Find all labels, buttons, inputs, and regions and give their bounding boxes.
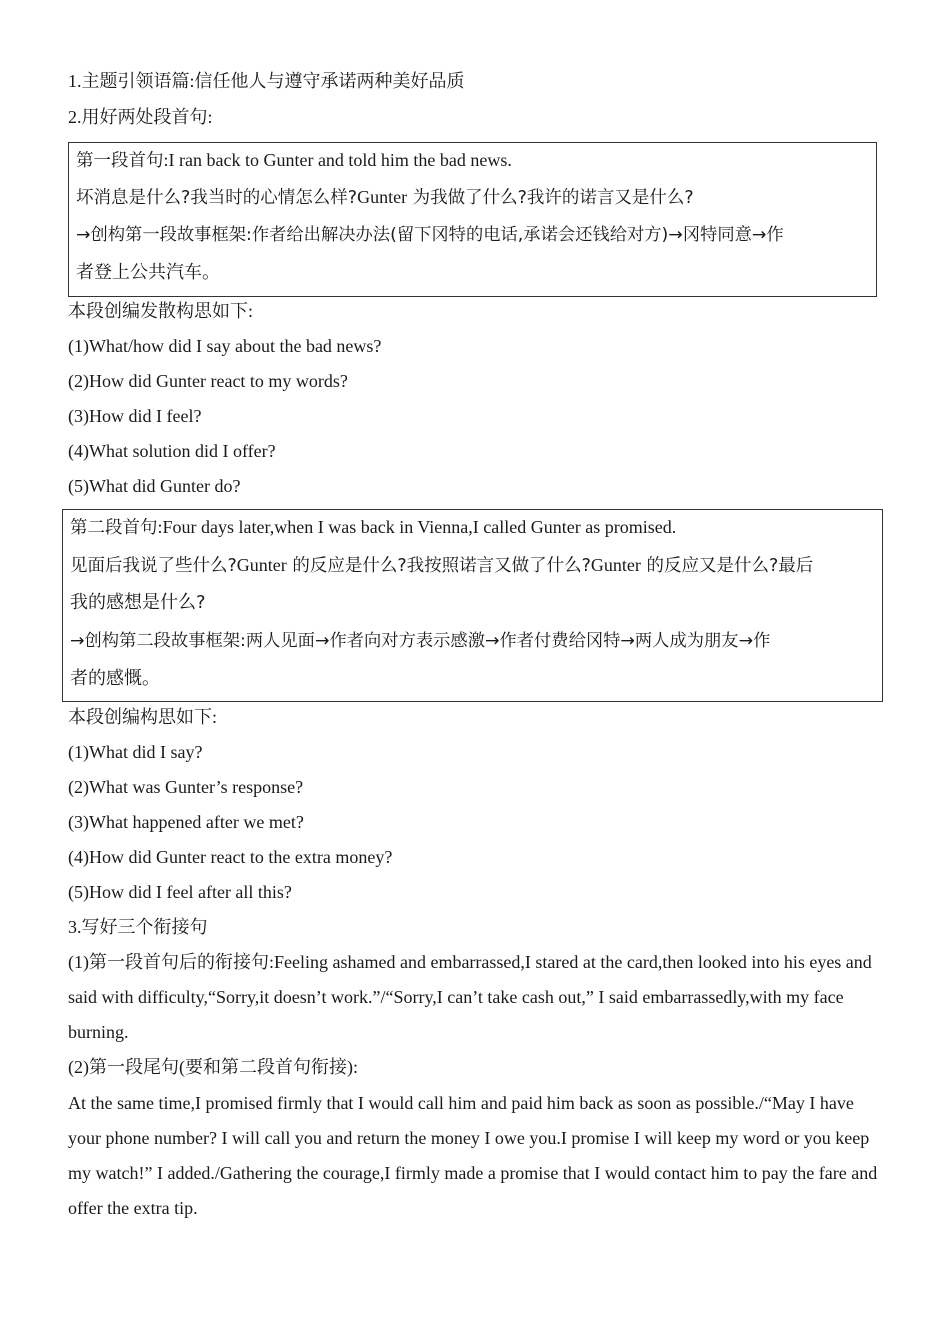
box2-question-c: 的反应又是什么?最后: [640, 556, 814, 576]
box2-label: 第二段首句: [70, 518, 158, 538]
item1-text: :Feeling ashamed and embarrassed,I stared at the card,then looked into his eyes and said with difficulty,“Sorry,it doesn’t work.”/“Sorry,I can’t take cash out,” I said embarrassedly,with my face burning.: [68, 952, 872, 1042]
item2-label: (2)第一段尾句(要和第二段首句衔接):: [68, 1057, 358, 1077]
paragraph2-opening-box: [62, 509, 883, 702]
transition-item-1: [68, 945, 883, 1050]
section1-question: (4)What solution did I offer?: [68, 441, 276, 461]
box2-opening-line: [70, 516, 676, 539]
section1-question: (1)What/how did I say about the bad news?: [68, 336, 382, 356]
heading-1: 1.主题引领语篇:信任他人与遵守承诺两种美好品质: [68, 71, 465, 91]
paragraph1-opening-box: [68, 142, 877, 297]
section2-question: (3)What happened after we met?: [68, 812, 304, 832]
box1-question-a: 坏消息是什么?我当时的心情怎么样?: [76, 188, 358, 208]
box1-frame-line2: 者登上公共汽车。: [76, 262, 220, 283]
box2-question-name2: Gunter: [590, 555, 641, 575]
box2-question-a: 见面后我说了些什么?: [70, 556, 237, 576]
box2-frame-line1: →创构第二段故事框架:两人见面→作者向对方表示感激→作者付费给冈特→两人成为朋友→作: [70, 631, 771, 651]
box1-question-b: 为我做了什么?我许的诺言又是什么?: [407, 188, 694, 208]
item1-label: (1)第一段首句后的衔接句: [68, 952, 269, 972]
section2-intro: 本段创编构思如下:: [68, 707, 218, 727]
box1-sentence: :I ran back to Gunter and told him the bad news.: [163, 150, 512, 170]
heading-3: 3.写好三个衔接句: [68, 917, 208, 937]
box1-question-line: [76, 186, 694, 209]
box1-opening-line: [76, 149, 512, 172]
section1-question: (5)What did Gunter do?: [68, 476, 241, 496]
section2-question: (2)What was Gunter’s response?: [68, 777, 304, 797]
section2-question: (4)How did Gunter react to the extra money?: [68, 847, 393, 867]
item2-text: At the same time,I promised firmly that I would call him and paid him back as soon as possible./“May I have your phone number? I will call you and return the money I owe you.I promise I will keep my word or you keep my watch!” I added./Gathering the courage,I firmly made a promise that I would contact him to pay the fare and offer the extra tip.: [68, 1093, 878, 1218]
box1-label: 第一段首句: [76, 151, 164, 171]
section1-question: (3)How did I feel?: [68, 406, 202, 426]
box1-frame-line1: →创构第一段故事框架:作者给出解决办法(留下冈特的电话,承诺会还钱给对方)→冈特同意→作: [76, 225, 784, 245]
box2-sentence: :Four days later,when I was back in Vienna,I called Gunter as promised.: [157, 517, 677, 537]
heading-2: 2.用好两处段首句:: [68, 107, 213, 127]
box2-question-name1: Gunter: [236, 555, 287, 575]
section1-intro: 本段创编发散构思如下:: [68, 301, 253, 321]
section1-question: (2)How did Gunter react to my words?: [68, 371, 348, 391]
section2-question: (5)How did I feel after all this?: [68, 882, 292, 902]
box2-question-line1: [70, 554, 813, 577]
box2-question-line2: 我的感想是什么?: [70, 592, 206, 613]
box2-question-b: 的反应是什么?我按照诺言又做了什么?: [286, 556, 591, 576]
section2-question: (1)What did I say?: [68, 742, 203, 762]
box1-question-name: Gunter: [357, 187, 408, 207]
box2-frame-line2: 者的感慨。: [70, 668, 160, 689]
